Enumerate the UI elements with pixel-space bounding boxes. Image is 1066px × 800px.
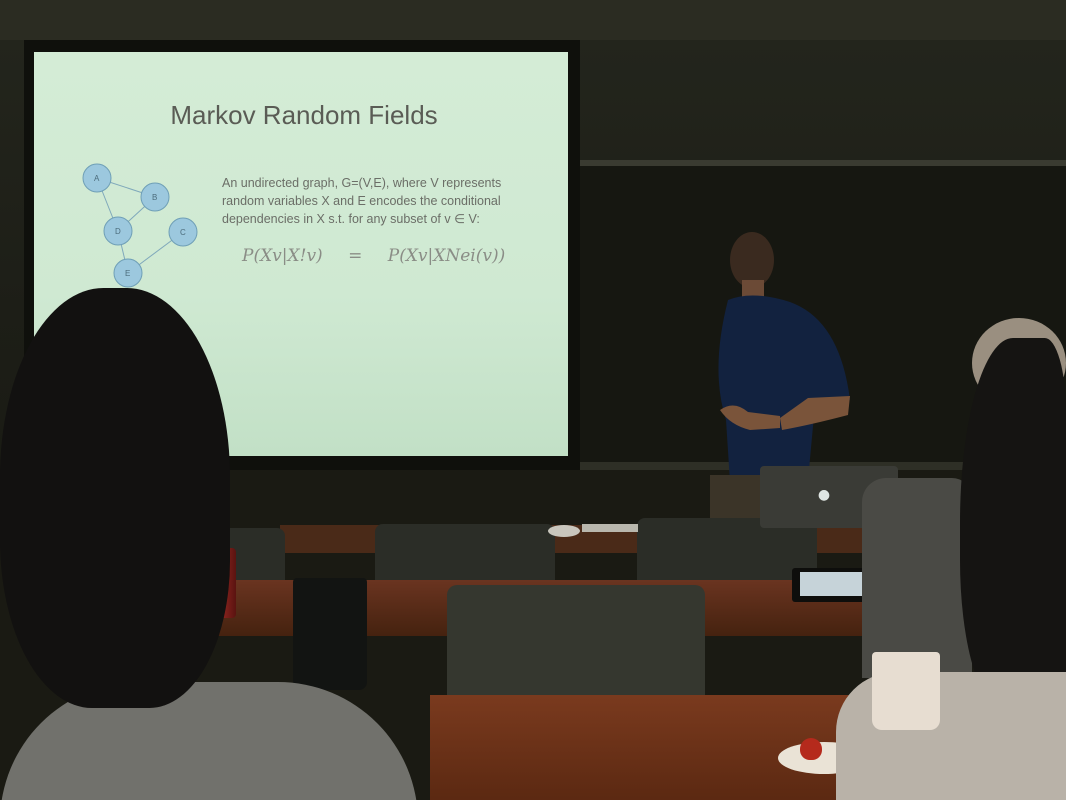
presenter-shirt xyxy=(718,295,850,482)
audience-member-plaid-shirt xyxy=(862,478,972,678)
graph-diagram xyxy=(78,158,208,293)
apple-logo-icon: ● xyxy=(817,487,831,503)
slide-formula xyxy=(242,246,542,266)
strawberry xyxy=(800,738,822,760)
mouse xyxy=(548,525,580,537)
slide-body-text xyxy=(222,174,552,228)
audience-member-lace-top xyxy=(836,672,1066,800)
slide-text-line-2: random variables X and E encodes the conditional xyxy=(222,194,501,208)
formula-right: P(Xv|XNei(v)) xyxy=(387,246,506,266)
slide-title: Markov Random Fields xyxy=(170,100,438,130)
paper-cup xyxy=(872,652,940,730)
graph-node-label-d: D xyxy=(115,227,121,236)
graph-node-label-b: B xyxy=(152,193,158,202)
graph-node-label-e: E xyxy=(125,269,131,278)
formula-equals: = xyxy=(348,246,363,266)
slide-text-line-1: An undirected graph, G=(V,E), where V represents xyxy=(222,176,502,190)
chair-row-back-2 xyxy=(375,524,555,588)
ceiling xyxy=(0,0,1066,40)
graph-node-label-a: A xyxy=(94,174,100,183)
paper-stack xyxy=(582,524,638,532)
tablet xyxy=(792,568,872,602)
tablet-screen xyxy=(800,572,862,596)
audience-member-right-head xyxy=(960,338,1066,708)
slide-text-line-3: dependencies in X s.t. for any subset of v ∈ V: xyxy=(222,212,480,226)
black-tumbler xyxy=(293,578,367,690)
audience-member-left-head xyxy=(0,288,230,708)
formula-left: P(Xv|X!v) xyxy=(242,246,323,266)
presenter-head xyxy=(730,232,774,288)
graph-node-label-c: C xyxy=(180,228,186,237)
